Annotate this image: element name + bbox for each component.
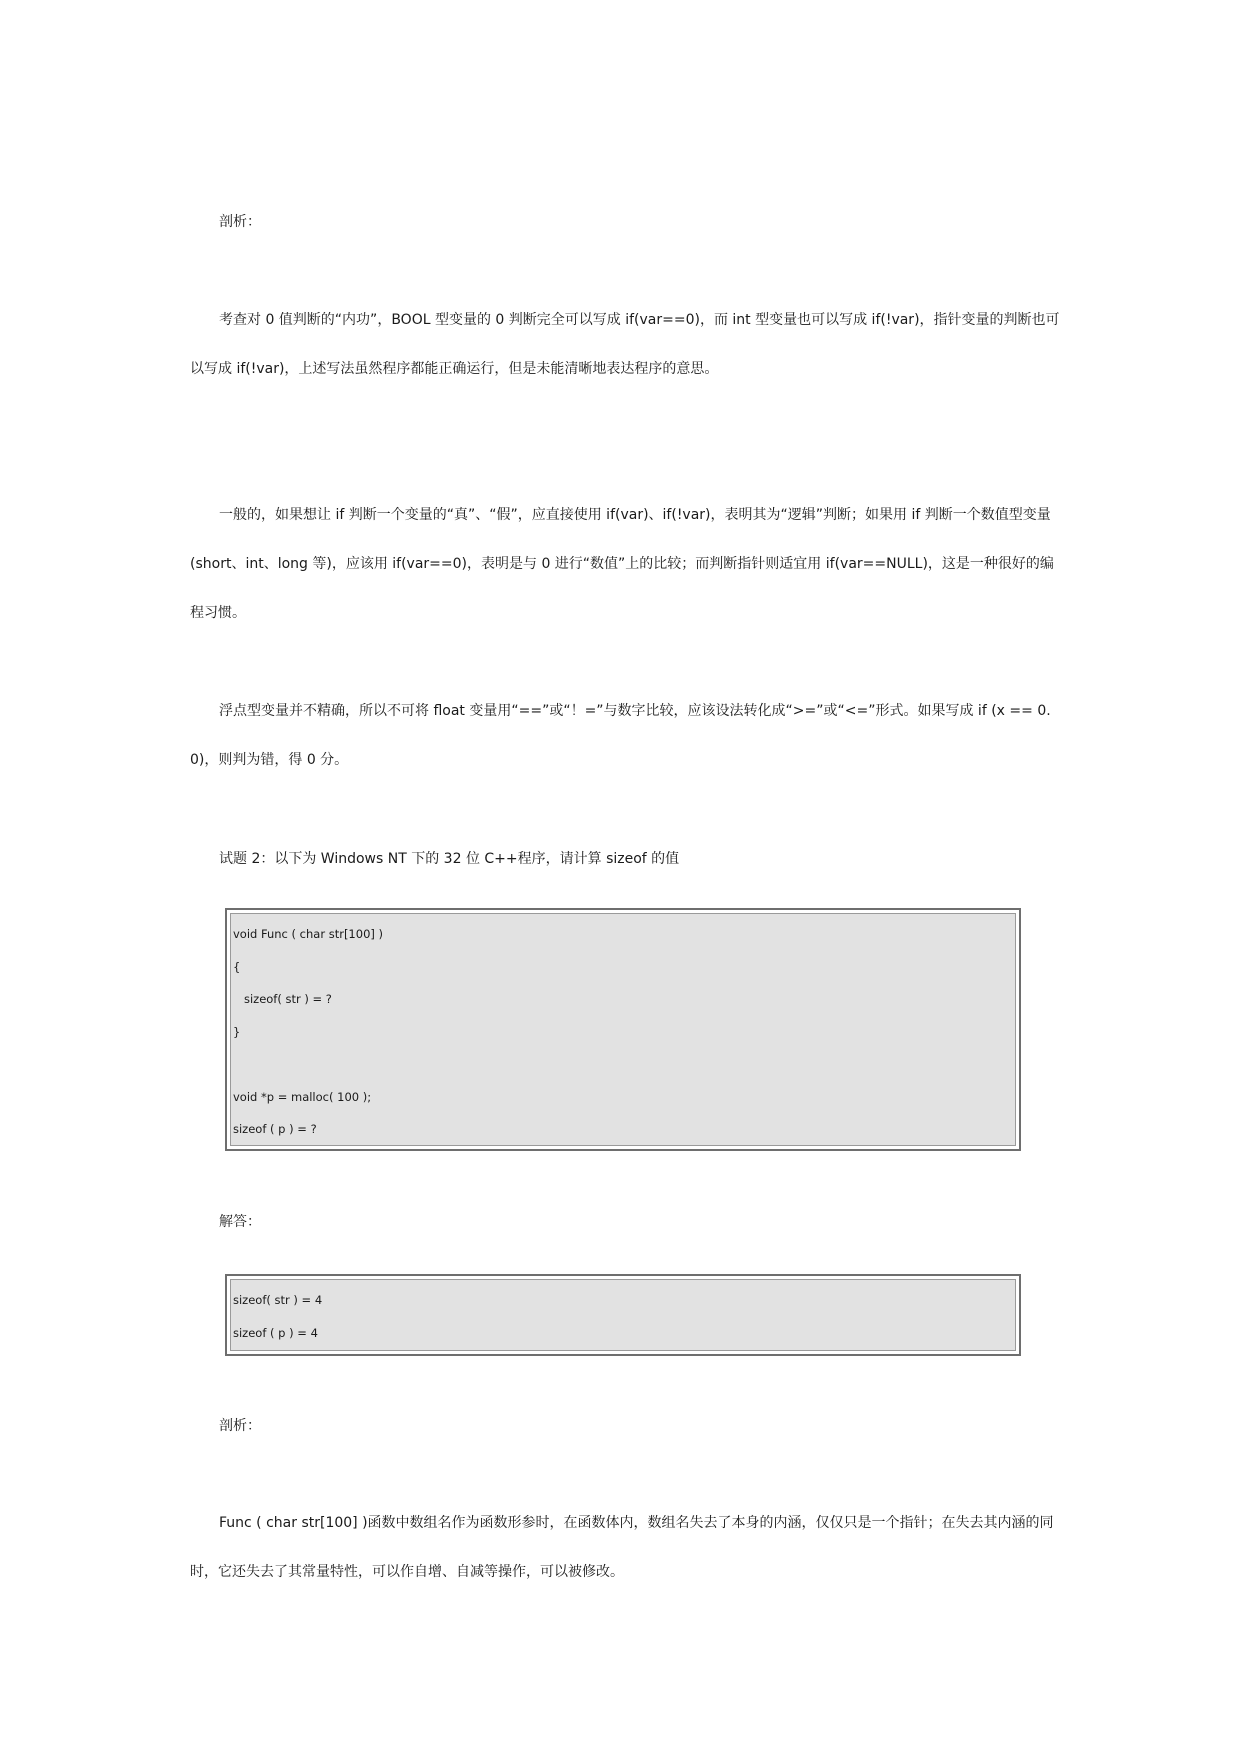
answer-heading: 解答： (219, 1214, 261, 1230)
code-line: sizeof( str ) = ? (233, 992, 332, 1006)
code-line: sizeof( str ) = 4 (233, 1293, 323, 1307)
analysis-heading-1: 剖析： (219, 214, 261, 230)
analysis-heading-2: 剖析： (219, 1418, 261, 1434)
analysis-paragraph-1: 考查对 0 值判断的“内功”，BOOL 型变量的 0 判断完全可以写成 if(var==0)，而 int 型变量也可以写成 if(!var)，指针变量的判断也可以写成 if(!var)，上述写法虽然程序都能正确运行，但是未能清晰地表达程序的意思。 (190, 312, 1060, 377)
code-line (233, 1048, 1019, 1081)
question-2-code-block (225, 908, 1021, 1151)
analysis-paragraph-3: 浮点型变量并不精确，所以不可将 float 变量用“==”或“！=”与数字比较，应该设法转化成“>=”或“<=”形式。如果写成 if (x == 0.0)，则判为错，得 0 分。 (190, 703, 1051, 768)
answer-code-block (225, 1274, 1021, 1356)
analysis-paragraph-2: 一般的，如果想让 if 判断一个变量的“真”、“假”，应直接使用 if(var)、if(!var)，表明其为“逻辑”判断；如果用 if 判断一个数值型变量(short、int、long 等)，应该用 if(var==0)，表明是与 0 进行“数值”上的比较；而判断指针则适宜用 if(var==NULL)，这是一种很好的编程习惯。 (190, 507, 1054, 621)
code-line: sizeof ( p ) = 4 (233, 1325, 318, 1340)
code-line: void Func ( char str[100] ) (233, 927, 384, 941)
code-line: { (233, 959, 241, 974)
code-line: sizeof ( p ) = ? (233, 1122, 317, 1136)
code-line: } (233, 1024, 241, 1039)
question-2-heading: 试题 2：以下为 Windows NT 下的 32 位 C++程序，请计算 sizeof 的值 (219, 851, 680, 867)
code-line: void *p = malloc( 100 ); (233, 1089, 372, 1104)
analysis-2-paragraph-1: Func ( char str[100] )函数中数组名作为函数形参时，在函数体内，数组名失去了本身的内涵，仅仅只是一个指针；在失去其内涵的同时，它还失去了其常量特性，可以作自增、自减等操作，可以被修改。 (190, 1515, 1054, 1580)
